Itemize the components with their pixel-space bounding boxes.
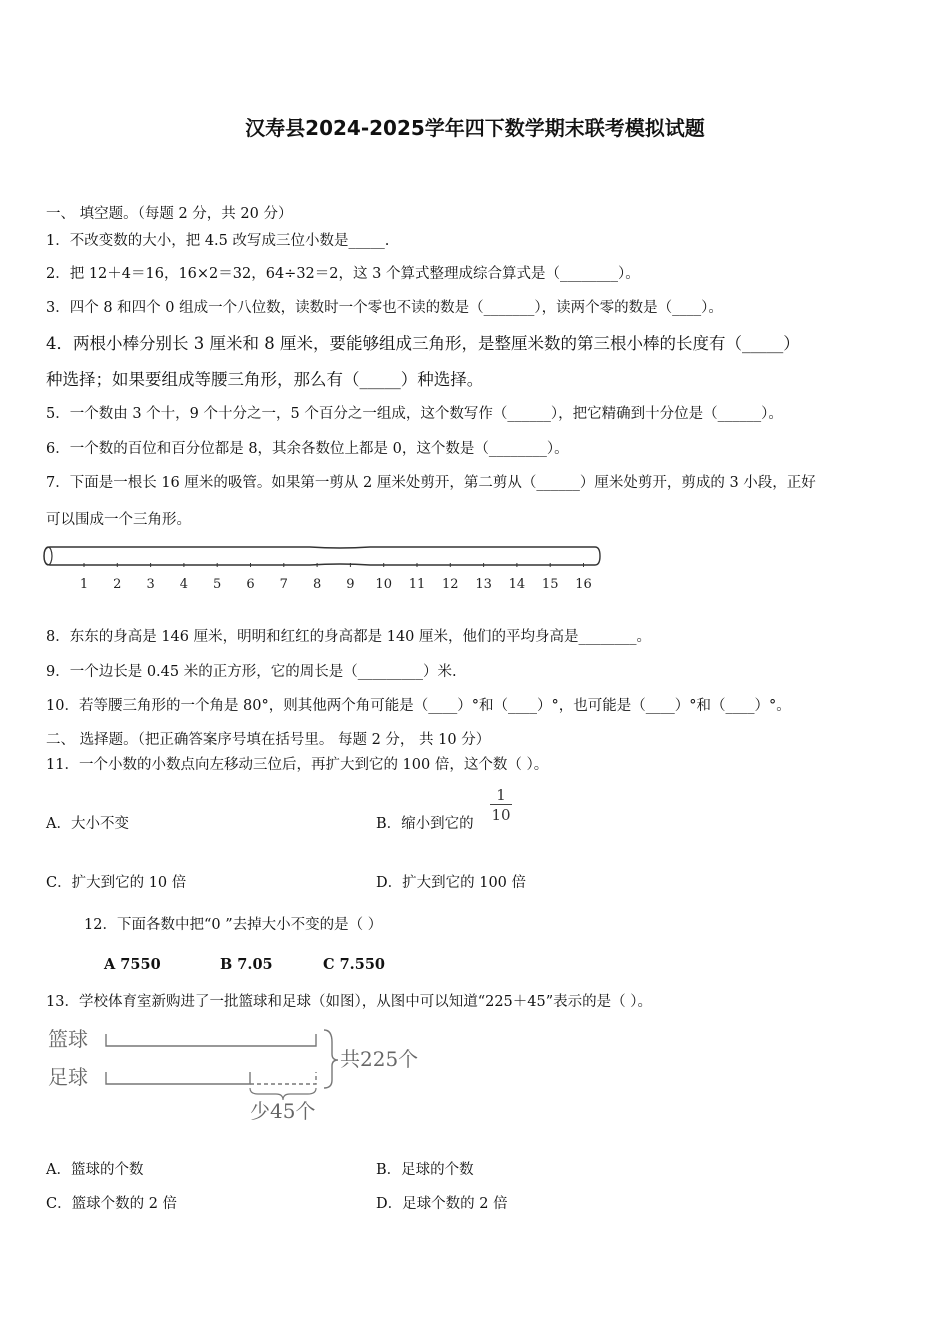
basketball-segment (106, 1034, 316, 1046)
straw-tick-label: 3 (146, 577, 155, 592)
straw-tick-label: 9 (346, 577, 355, 592)
section2-heading: 二、 选择题。（把正确答案序号填在括号里。 每题 2 分， 共 10 分） (46, 732, 491, 748)
segment-diagram (44, 1022, 434, 1122)
question-1: 1．不改变数的大小，把 4.5 改写成三位小数是_____. (46, 233, 390, 249)
straw-ticks (80, 563, 592, 592)
q12-option-c: C 7.550 (323, 956, 385, 973)
fraction-denominator: 10 (491, 806, 511, 824)
question-3: 3．四个 8 和四个 0 组成一个八位数，读数时一个零也不读的数是（_______），读两个零的数是（____）。 (46, 300, 723, 316)
question-5: 5．一个数由 3 个十，9 个十分之一，5 个百分之一组成，这个数写作（______），把它精确到十分位是（______）。 (46, 406, 783, 422)
label-basketball: 篮球 (48, 1027, 88, 1051)
straw-tick-label: 16 (575, 577, 592, 592)
question-8: 8．东东的身高是 146 厘米，明明和红红的身高都是 140 厘米，他们的平均身高是________。 (46, 629, 652, 645)
straw-tick-label: 1 (79, 577, 89, 592)
straw-tick-label: 2 (113, 577, 122, 592)
straw-tick-label: 8 (312, 577, 322, 592)
page-title: 汉寿县2024-2025学年四下数学期末联考模拟试题 (245, 116, 705, 140)
question-12: 12．下面各数中把“0 ”去掉大小不变的是（ ） (84, 917, 383, 933)
q13-option-d: D．足球个数的 2 倍 (376, 1196, 508, 1212)
question-9: 9．一个边长是 0.45 米的正方形，它的周长是（_________）米. (46, 664, 457, 680)
section1-heading: 一、 填空题。（每题 2 分，共 20 分） (46, 206, 293, 222)
straw-tick-label: 4 (179, 577, 189, 592)
straw-tick-label: 7 (279, 577, 288, 592)
fraction-one-tenth (490, 786, 512, 825)
label-less: 少45个 (250, 1099, 316, 1122)
fraction-numerator: 1 (490, 786, 512, 805)
total-brace (324, 1030, 338, 1088)
q11-option-c: C．扩大到它的 10 倍 (46, 875, 187, 891)
straw-tick-label: 12 (442, 577, 459, 592)
question-6: 6．一个数的百位和百分位都是 8，其余各数位上都是 0，这个数是（________）。 (46, 441, 569, 457)
question-4-line1: 4．两根小棒分别长 3 厘米和 8 厘米，要能够组成三角形，是整厘米数的第三根小棒的长度有（_____） (46, 334, 800, 353)
straw-tick-label: 10 (375, 577, 392, 592)
q11-option-b: B．缩小到它的 (376, 816, 474, 832)
q13-option-b: B．足球的个数 (376, 1162, 474, 1178)
q12-option-b: B 7.05 (220, 956, 273, 973)
q11-option-d: D．扩大到它的 100 倍 (376, 875, 527, 891)
q13-option-c: C．篮球个数的 2 倍 (46, 1196, 178, 1212)
straw-figure (40, 540, 620, 600)
difference-dashed-segment (250, 1072, 316, 1084)
q13-option-a: A．篮球的个数 (46, 1162, 144, 1178)
question-10: 10．若等腰三角形的一个角是 80°，则其他两个角可能是（____）°和（____）°，也可能是（____）°和（____）°。 (46, 698, 791, 714)
straw-tick-label: 13 (475, 577, 492, 592)
straw-tick-label: 5 (213, 577, 222, 592)
label-total: 共225个 (340, 1047, 419, 1071)
question-13: 13．学校体育室新购进了一批篮球和足球（如图），从图中可以知道“225＋45”表示的是（ ）。 (46, 994, 653, 1010)
football-segment (106, 1072, 250, 1084)
question-11: 11．一个小数的小数点向左移动三位后，再扩大到它的 100 倍，这个数（ ）。 (46, 757, 549, 773)
straw-tick-label: 6 (246, 577, 255, 592)
straw-tick-label: 14 (508, 577, 526, 592)
straw-outline (44, 547, 600, 565)
question-7-line2: 可以围成一个三角形。 (46, 512, 191, 528)
question-4-line2: 种选择；如果要组成等腰三角形，那么有（_____）种选择。 (46, 370, 484, 389)
question-7-line1: 7．下面是一根长 16 厘米的吸管。如果第一剪从 2 厘米处剪开，第二剪从（______）厘米处剪开，剪成的 3 小段，正好 (46, 475, 816, 491)
label-football: 足球 (48, 1065, 88, 1089)
q12-option-a: A 7550 (104, 956, 161, 973)
question-2: 2．把 12＋4＝16，16×2＝32，64÷32＝2，这 3 个算式整理成综合算式是（________）。 (46, 266, 640, 282)
straw-end-left (44, 547, 52, 565)
straw-tick-label: 11 (408, 577, 426, 592)
straw-tick-label: 15 (541, 577, 559, 592)
q11-option-a: A．大小不变 (46, 816, 129, 832)
